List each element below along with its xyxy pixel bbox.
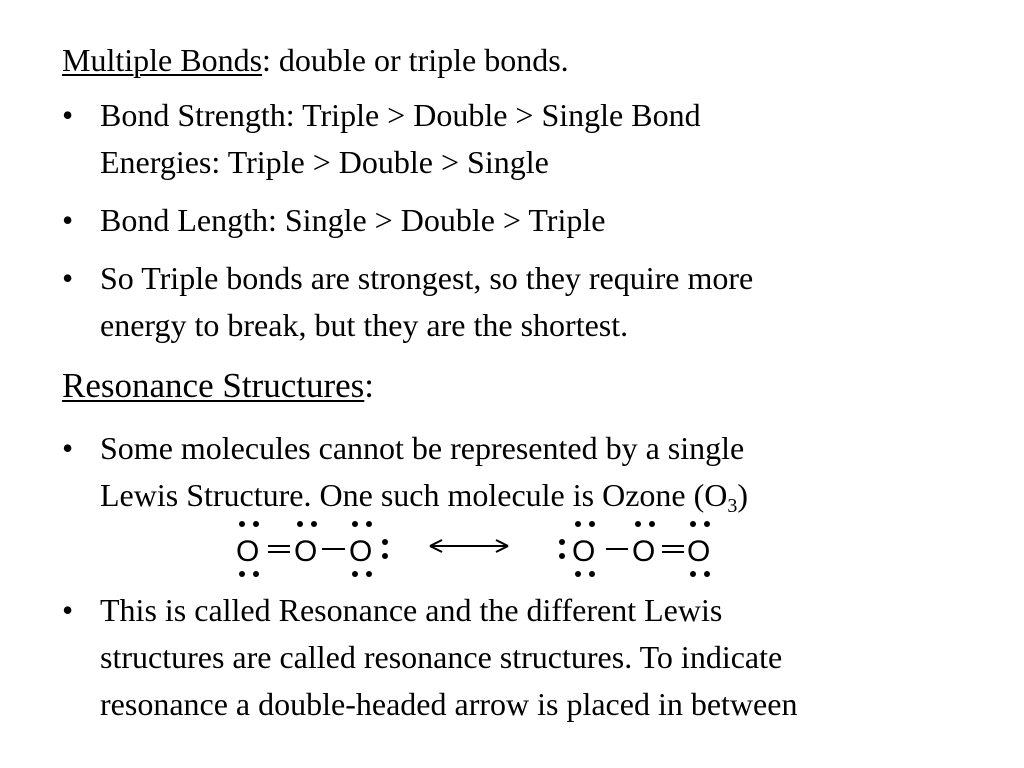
ozone-resonance-diagram: [232, 516, 732, 580]
oxygen-atom: O: [236, 535, 260, 568]
bullet-ozone-line-2: [100, 475, 748, 515]
bullet-resonance-line-3: resonance a double-headed arrow is placed in between: [100, 686, 798, 722]
right-lewis-structure: [559, 521, 710, 577]
bullet-bond-length-line-1: Bond Length: Single > Double > Triple: [100, 202, 606, 238]
oxygen-atom: O: [349, 535, 373, 568]
bullet-icon: •: [62, 430, 74, 466]
section-heading-multiple-bonds: [62, 40, 569, 80]
bullet-resonance-line-2: structures are called resonance structures. To indicate: [100, 639, 783, 675]
bullet-bond-strength-line-1: Bond Strength: Triple > Double > Single Bond: [100, 97, 701, 133]
heading-underlined-text: Multiple Bonds: [62, 42, 263, 78]
section-heading-resonance-structures: [62, 366, 374, 406]
bullet-icon: •: [62, 260, 74, 296]
bullet-bond-strength-line-2: Energies: Triple > Double > Single: [100, 144, 549, 180]
ozone-subscript: 3: [727, 495, 738, 517]
bullet-icon: •: [62, 592, 74, 628]
bullet-resonance-line-1: This is called Resonance and the different Lewis: [100, 592, 723, 628]
ozone-close-paren: ): [737, 477, 749, 513]
bullet-icon: •: [62, 97, 74, 133]
ozone-text: Lewis Structure. One such molecule is Ozone (O: [100, 477, 728, 513]
bullet-icon: •: [62, 202, 74, 238]
bullet-triple-bonds-line-1: So Triple bonds are strongest, so they require more: [100, 260, 754, 296]
oxygen-atom: O: [572, 535, 596, 568]
bullet-ozone-line-1: Some molecules cannot be represented by a single: [100, 430, 745, 466]
double-bond: [268, 546, 290, 552]
oxygen-atom: O: [294, 535, 318, 568]
heading-rest-text: :: [364, 366, 375, 405]
left-lewis-structure: [236, 521, 388, 577]
oxygen-atom: O: [687, 535, 711, 568]
heading-rest-text: : double or triple bonds.: [262, 42, 569, 78]
oxygen-atom: O: [632, 535, 656, 568]
bullet-triple-bonds-line-2: energy to break, but they are the shortest.: [100, 307, 629, 343]
double-bond: [662, 546, 684, 552]
double-headed-arrow-icon: [430, 540, 508, 552]
heading-underlined-text: Resonance Structures: [62, 366, 365, 405]
